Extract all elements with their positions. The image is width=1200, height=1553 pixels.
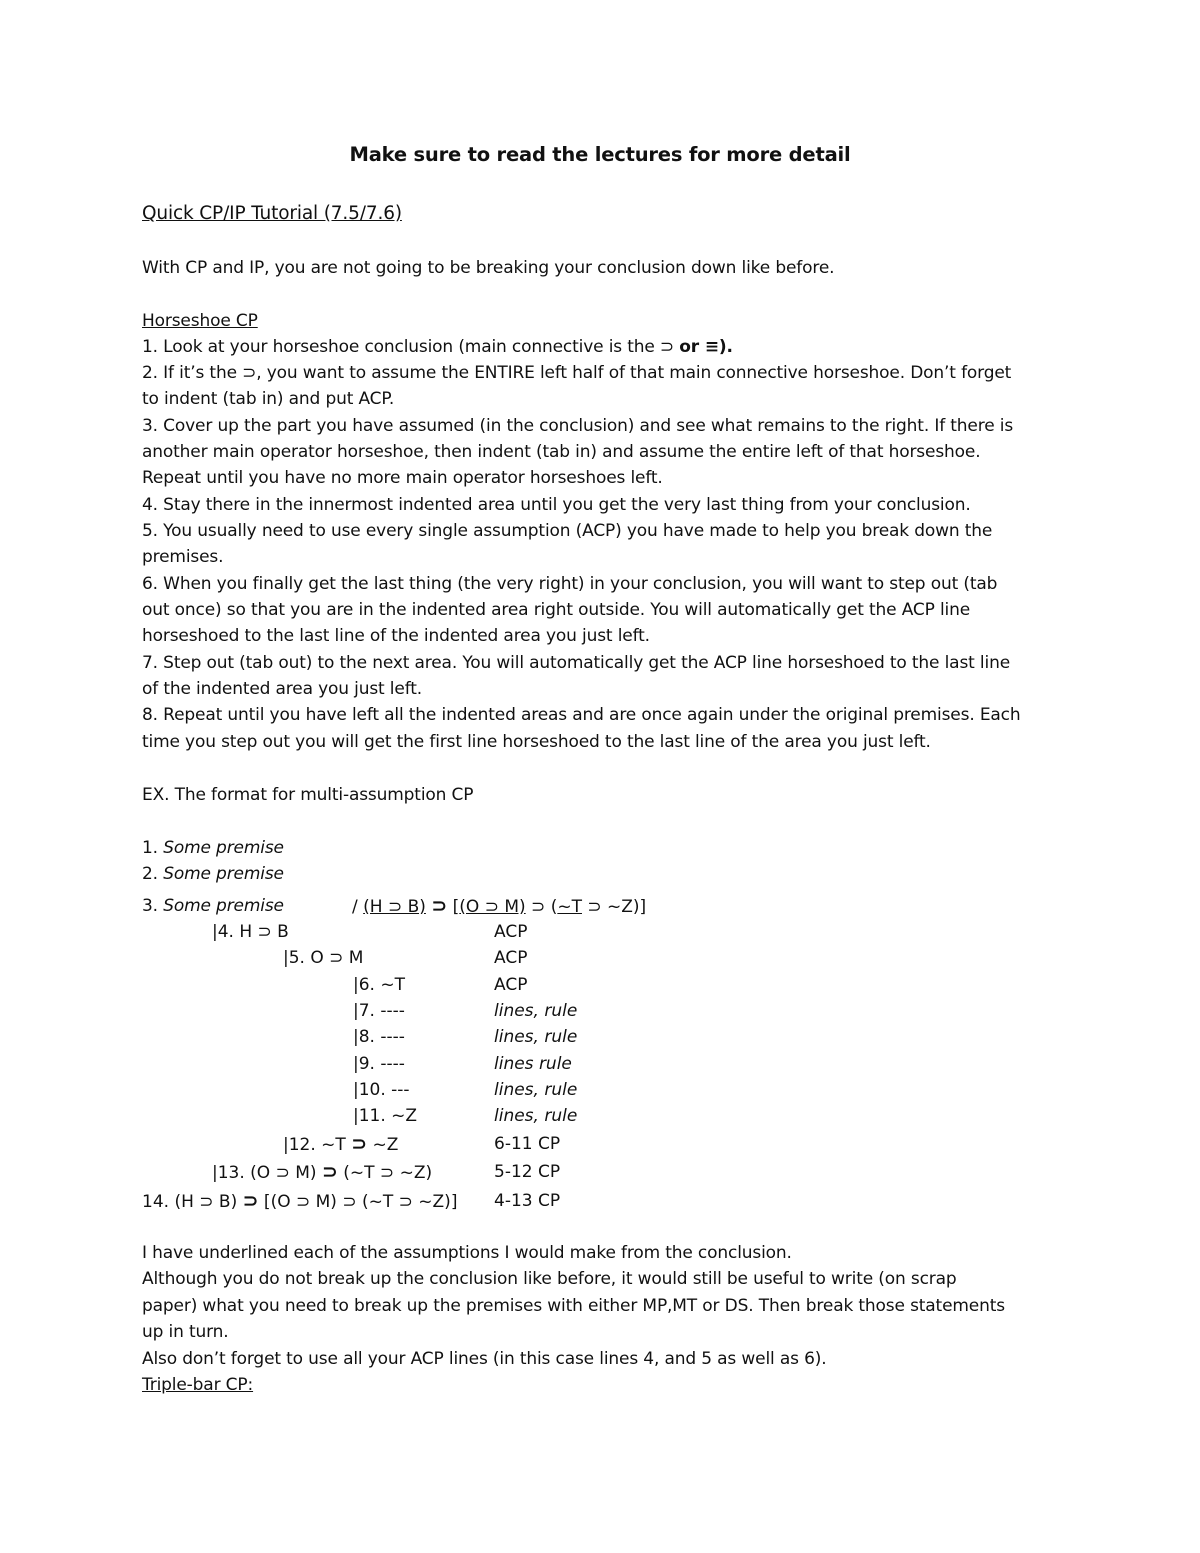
conclusion-middle: ⊃ (	[525, 897, 558, 917]
step-text: Step out (tab out) to the next area. You will automatically get the ACP line horseshoed to the last line	[157, 653, 1011, 673]
closing-line-5: Also don’t forget to use all your ACP lines (in this case lines 4, and 5 as well as 6).	[142, 1349, 827, 1369]
proof-line-text: [(O ⊃ M) ⊃ (~T ⊃ ~Z)]	[258, 1192, 458, 1212]
horseshoe-heading: Horseshoe CP	[142, 311, 258, 331]
step-3-continuation: Repeat until you have no more main operator horseshoes left.	[142, 468, 663, 488]
proof-line-7: |7. ----	[353, 1001, 405, 1021]
main-connective: ⊃	[321, 1161, 338, 1183]
main-connective: ⊃	[431, 895, 448, 917]
step-number: 2.	[142, 363, 158, 383]
justification-13: 5-12 CP	[494, 1162, 561, 1182]
justification-11: lines, rule	[494, 1106, 578, 1126]
step-8	[142, 702, 1021, 728]
step-2-continuation: to indent (tab in) and put ACP.	[142, 389, 395, 409]
proof-line-text: ~Z	[367, 1135, 399, 1155]
justification-6: ACP	[494, 975, 528, 995]
step-number: 6.	[142, 574, 158, 594]
conclusion	[352, 893, 646, 920]
justification-9: lines rule	[494, 1054, 572, 1074]
proof-line-11: |11. ~Z	[353, 1106, 418, 1126]
premise-text: Some premise	[163, 896, 284, 916]
step-6-continuation: out once) so that you are in the indented area right outside. You will automatically get the ACP line	[142, 600, 971, 620]
step-number: 7.	[142, 653, 158, 673]
proof-line-13	[212, 1159, 432, 1186]
step-text-bold: or ≡).	[679, 337, 733, 357]
step-3	[142, 413, 1013, 439]
proof-line-text: |13. (O ⊃ M)	[212, 1163, 322, 1183]
step-number: 5.	[142, 521, 158, 541]
premise-number: 2.	[142, 864, 158, 884]
conclusion-tail: ⊃ ~Z)]	[581, 897, 647, 917]
conclusion-slash: /	[352, 897, 358, 917]
section-heading: Quick CP/IP Tutorial (7.5/7.6)	[142, 203, 402, 224]
justification-12: 6-11 CP	[494, 1134, 561, 1154]
closing-line-3: paper) what you need to break up the premises with either MP,MT or DS. Then break those statements	[142, 1296, 1005, 1316]
premise-number: 1.	[142, 838, 158, 858]
step-2	[142, 360, 1011, 386]
conclusion-assumption-3: ~T	[557, 897, 582, 917]
step-text: Stay there in the innermost indented area until you get the very last thing from your conclusion.	[157, 495, 971, 515]
example-label: EX. The format for multi-assumption CP	[142, 785, 474, 805]
justification-8: lines, rule	[494, 1027, 578, 1047]
conclusion-bracket: [	[452, 897, 460, 917]
premise-1	[142, 835, 284, 861]
justification-7: lines, rule	[494, 1001, 578, 1021]
step-3-continuation: another main operator horseshoe, then indent (tab in) and assume the entire left of that horseshoe.	[142, 442, 981, 462]
step-text: When you finally get the last thing (the very right) in your conclusion, you will want to step out (tab	[157, 574, 998, 594]
closing-line-2: Although you do not break up the conclusion like before, it would still be useful to write (on scrap	[142, 1269, 957, 1289]
triple-bar-heading: Triple-bar CP:	[142, 1375, 254, 1395]
step-8-continuation: time you step out you will get the first line horseshoed to the last line of the area you just left.	[142, 732, 931, 752]
step-6-continuation: horseshoed to the last line of the indented area you just left.	[142, 626, 650, 646]
proof-line-text: |12. ~T	[283, 1135, 352, 1155]
proof-line-5: |5. O ⊃ M	[283, 948, 364, 968]
step-7-continuation: of the indented area you just left.	[142, 679, 422, 699]
proof-line-9: |9. ----	[353, 1054, 405, 1074]
step-5-continuation: premises.	[142, 547, 224, 567]
page-title: Make sure to read the lectures for more detail	[349, 143, 851, 166]
step-4	[142, 492, 971, 518]
proof-line-12	[283, 1131, 398, 1158]
step-number: 4.	[142, 495, 158, 515]
premise-3	[142, 893, 284, 919]
step-text: Repeat until you have left all the indented areas and are once again under the original premises. Each	[157, 705, 1021, 725]
closing-line-1: I have underlined each of the assumptions I would make from the conclusion.	[142, 1243, 792, 1263]
main-connective: ⊃	[351, 1133, 368, 1155]
proof-line-6: |6. ~T	[353, 975, 405, 995]
proof-line-14	[142, 1188, 457, 1215]
step-number: 8.	[142, 705, 158, 725]
conclusion-assumption-1: (H ⊃ B)	[363, 897, 426, 917]
step-text: You usually need to use every single assumption (ACP) you have made to help you break down the	[157, 521, 993, 541]
step-text: If it’s the ⊃, you want to assume the ENTIRE left half of that main connective horseshoe. Don’t forget	[157, 363, 1012, 383]
step-1	[142, 334, 733, 360]
step-7	[142, 650, 1010, 676]
main-connective: ⊃	[242, 1190, 259, 1212]
justification-10: lines, rule	[494, 1080, 578, 1100]
step-text: Look at your horseshoe conclusion (main connective is the ⊃	[157, 337, 680, 357]
step-6	[142, 571, 997, 597]
proof-line-text: (~T ⊃ ~Z)	[337, 1163, 433, 1183]
step-5	[142, 518, 992, 544]
step-number: 3.	[142, 416, 158, 436]
proof-line-4: |4. H ⊃ B	[212, 922, 289, 942]
proof-line-8: |8. ----	[353, 1027, 405, 1047]
proof-line-text: 14. (H ⊃ B)	[142, 1192, 243, 1212]
closing-line-4: up in turn.	[142, 1322, 229, 1342]
premise-number: 3.	[142, 896, 158, 916]
justification-5: ACP	[494, 948, 528, 968]
conclusion-assumption-2: (O ⊃ M)	[459, 897, 526, 917]
justification-4: ACP	[494, 922, 528, 942]
proof-line-10: |10. ---	[353, 1080, 410, 1100]
premise-2	[142, 861, 284, 887]
step-number: 1.	[142, 337, 158, 357]
step-text: Cover up the part you have assumed (in the conclusion) and see what remains to the right. If there is	[157, 416, 1014, 436]
intro-paragraph: With CP and IP, you are not going to be breaking your conclusion down like before.	[142, 258, 835, 278]
justification-14: 4-13 CP	[494, 1191, 561, 1211]
premise-text: Some premise	[163, 838, 284, 858]
premise-text: Some premise	[163, 864, 284, 884]
